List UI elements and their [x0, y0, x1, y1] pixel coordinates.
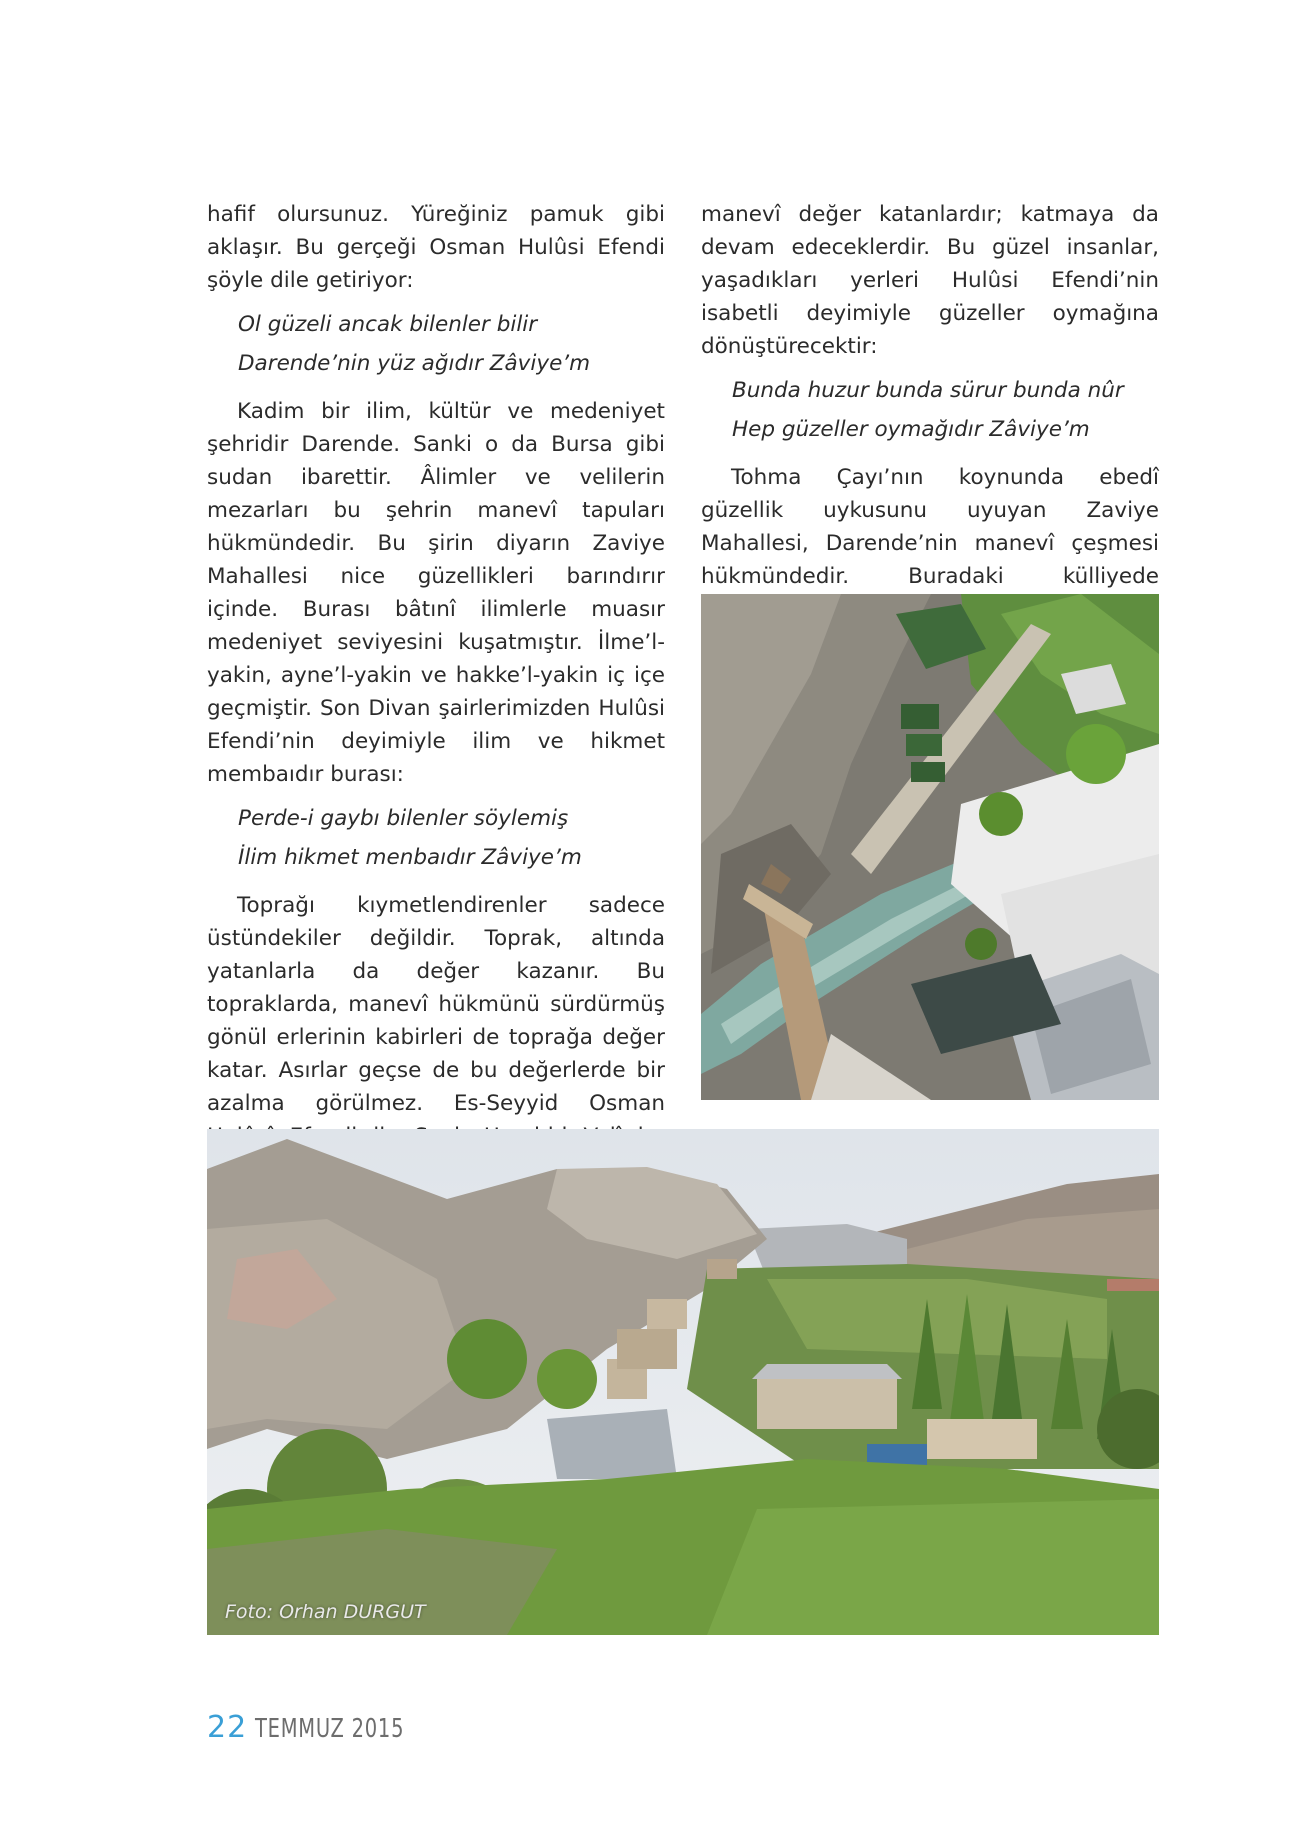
- verse-line: Hep güzeller oymağıdır Zâviye’m: [732, 417, 1090, 442]
- verse-line: Perde-i gaybı bilenler söylemiş: [238, 806, 569, 831]
- verse-line: Darende’nin yüz ağıdır Zâviye’m: [238, 351, 591, 376]
- verse-couplet: [238, 305, 665, 383]
- left-column: [207, 198, 665, 1219]
- paragraph: hafif olursunuz. Yüreğiniz pamuk gibi aklaşır. Bu gerçeği Osman Hulûsi Efendi şöyle dile getiriyor:: [207, 202, 665, 293]
- verse-couplet: [238, 799, 665, 877]
- verse-line: İlim hikmet menbaıdır Zâviye’m: [238, 845, 582, 870]
- verse-line: Ol güzeli ancak bilenler bilir: [238, 312, 538, 337]
- right-column: [701, 198, 1159, 626]
- verse-line: Bunda huzur bunda sürur bunda nûr: [732, 378, 1124, 403]
- valley-landscape-photo: [207, 1129, 1159, 1635]
- paragraph: Kadim bir ilim, kültür ve medeniyet şehridir Darende. Sanki o da Bursa gibi sudan ibarettir. Âlimler ve velilerin mezarları bu şehrin manevî tapuları hükmündedir. Bu şirin diyarın Zaviye Mahallesi nice güzellikleri barındırır içinde. Burası bâtınî ilimlerle muasır medeniyet seviyesini kuşatmıştır. İlme’l-yakin, ayne’l-yakin ve hakke’l-yakin iç içe geçmiştir. Son Divan şairlerimizden Hulûsi Efendi’nin deyimiyle ilim ve hikmet membaıdır burası:: [207, 399, 665, 787]
- page-footer: [207, 1710, 454, 1745]
- paragraph: Tohma Çayı’nın koynunda ebedî güzellik uykusunu uyuyan Zaviye Mahallesi, Darende’nin manevî çeşmesi hükmündedir. Buradaki külliyede: [701, 465, 1159, 589]
- paragraph: manevî değer katanlardır; katmaya da devam edeceklerdir. Bu güzel insanlar, yaşadıkları yerleri Hulûsi Efendi’nin isabetli deyimiyle güzeller oymağına dönüştürecektir:: [701, 202, 1159, 359]
- paragraph: Toprağı kıymetlendirenler sadece üstündekiler değildir. Toprak, altında yatanlarla da değer kazanır. Bu topraklarda, manevî hükmünü sürdürmüş gönül erlerinin kabirleri de toprağa değer katar. Asırlar geçse de bu değerlerde bir azalma görülmez. Es-Seyyid Osman: [207, 893, 665, 1116]
- aerial-complex-photo: [701, 594, 1159, 1100]
- issue-date: TEMMUZ 2015: [255, 1714, 405, 1744]
- page-number: 22: [207, 1710, 248, 1745]
- verse-couplet: [732, 371, 1159, 449]
- photo-credit: Foto: Orhan DURGUT: [225, 1601, 426, 1623]
